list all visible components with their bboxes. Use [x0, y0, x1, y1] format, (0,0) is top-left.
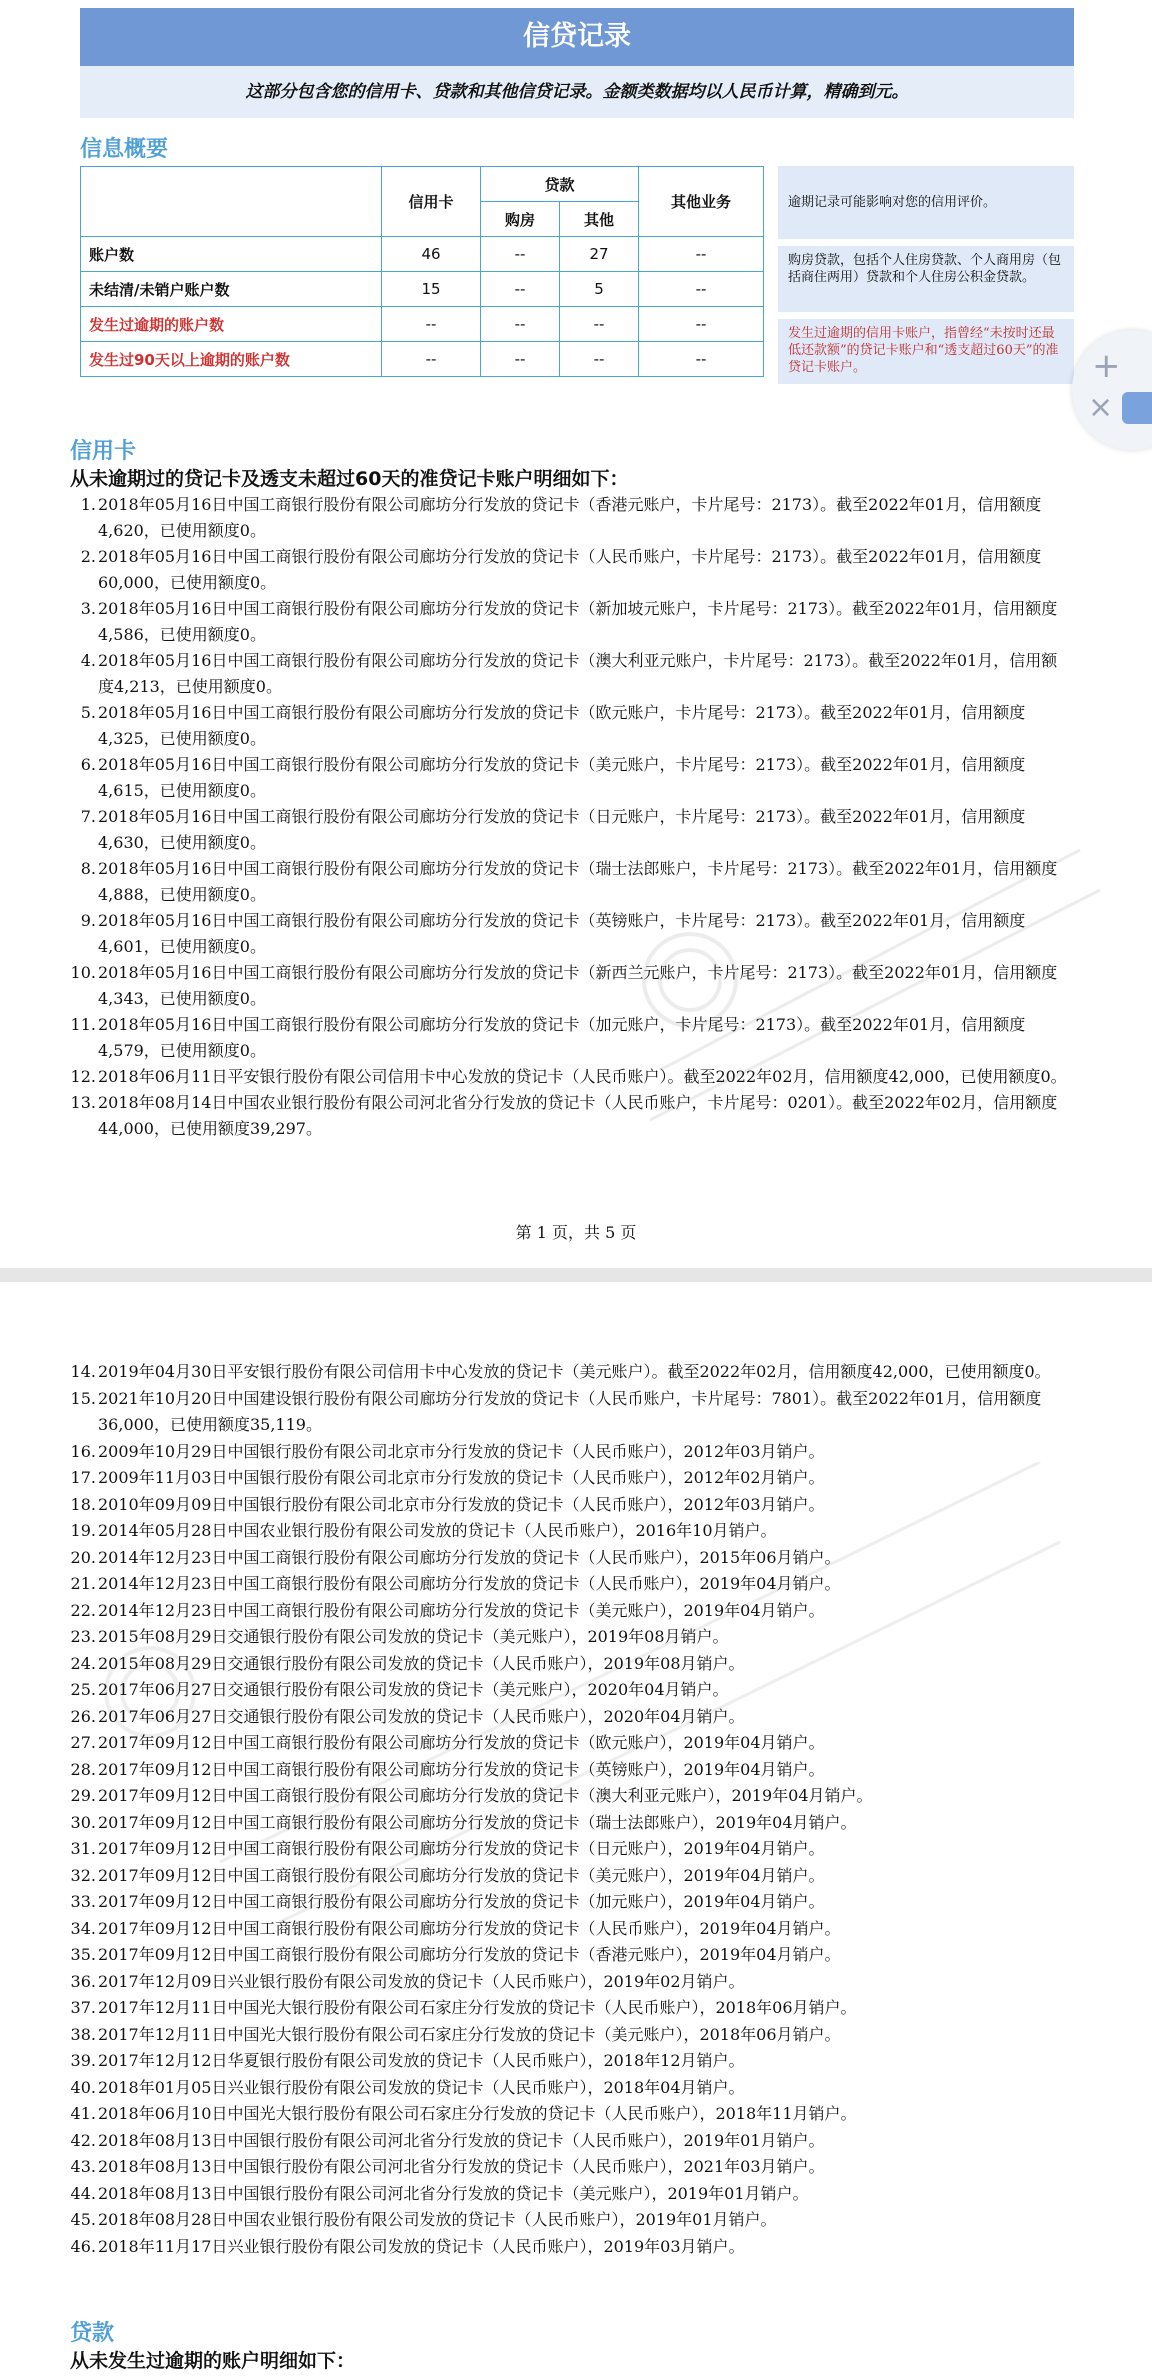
item-number: 7. — [80, 807, 96, 826]
summary-title: 信息概要 — [80, 137, 169, 162]
credit-card-list-page2 — [70, 1359, 1073, 2260]
cell-loan-other: -- — [560, 307, 639, 342]
credit-card-title: 信用卡 — [70, 439, 137, 464]
item-number: 34. — [70, 1918, 96, 1938]
item-text: 2018年05月16日中国工商银行股份有限公司廊坊分行发放的贷记卡（人民币账户，卡片尾号：2173）。截至2022年01月，信用额度60,000，已使用额度0。 — [98, 547, 1042, 592]
header-credit-card: 信用卡 — [382, 167, 481, 237]
cell-credit-card: -- — [382, 307, 481, 342]
item-number: 1. — [80, 495, 96, 514]
item-number: 43. — [70, 2157, 96, 2176]
summary-notes — [778, 166, 1074, 391]
item-text: 2018年05月16日中国工商银行股份有限公司廊坊分行发放的贷记卡（澳大利亚元账户，卡片尾号：2173）。截至2022年01月，信用额度4,213，已使用额度0。 — [98, 651, 1058, 696]
item-text: 2018年05月16日中国工商银行股份有限公司廊坊分行发放的贷记卡（加元账户，卡片尾号：2173）。截至2022年01月，信用额度4,579，已使用额度0。 — [98, 1015, 1026, 1060]
item-number: 10. — [70, 963, 96, 982]
note-overdue-definition: 发生过逾期的信用卡账户，指曾经“未按时还最低还款额”的贷记卡账户和“透支超过60天”的准贷记卡账户。 — [778, 319, 1074, 384]
credit-card-item — [80, 596, 1073, 648]
item-text: 2018年06月10日中国光大银行股份有限公司石家庄分行发放的贷记卡（人民币账户），2018年11月销户。 — [98, 2104, 857, 2123]
credit-card-item — [70, 960, 1073, 1012]
cell-loan-other: -- — [560, 342, 639, 377]
item-text: 2017年12月12日华夏银行股份有限公司发放的贷记卡（人民币账户），2018年12月销户。 — [98, 2051, 745, 2070]
item-text: 2018年05月16日中国工商银行股份有限公司廊坊分行发放的贷记卡（美元账户，卡片尾号：2173）。截至2022年01月，信用额度4,615，已使用额度0。 — [98, 755, 1026, 800]
credit-card-item — [70, 1863, 1073, 1890]
loan-subtitle: 从未发生过逾期的账户明细如下： — [70, 2350, 356, 2372]
item-text: 2017年09月12日中国工商银行股份有限公司廊坊分行发放的贷记卡（美元账户），2019年04月销户。 — [98, 1865, 825, 1885]
cell-other-business: -- — [639, 342, 764, 377]
item-text: 2017年09月12日中国工商银行股份有限公司廊坊分行发放的贷记卡（人民币账户），2019年04月销户。 — [98, 1918, 841, 1938]
item-number: 17. — [70, 1468, 96, 1487]
item-text: 2017年09月12日中国工商银行股份有限公司廊坊分行发放的贷记卡（英镑账户），2019年04月销户。 — [98, 1759, 825, 1779]
item-text: 2017年12月09日兴业银行股份有限公司发放的贷记卡（人民币账户），2019年02月销户。 — [98, 1971, 745, 1991]
cell-loan-house: -- — [481, 342, 560, 377]
item-number: 14. — [70, 1362, 96, 1381]
header-other-business: 其他业务 — [639, 167, 764, 237]
summary-header-blank — [81, 167, 382, 237]
cell-other-business: -- — [639, 307, 764, 342]
item-number: 15. — [70, 1388, 96, 1408]
item-number: 37. — [70, 1998, 96, 2017]
credit-card-item — [70, 2181, 1073, 2208]
credit-card-subtitle: 从未逾期过的贷记卡及透支未超过60天的准贷记卡账户明细如下： — [70, 468, 629, 490]
item-number: 8. — [80, 859, 96, 878]
item-text: 2019年04月30日平安银行股份有限公司信用卡中心发放的贷记卡（美元账户）。截至2022年02月，信用额度42,000，已使用额度0。 — [98, 1362, 1051, 1381]
credit-card-item — [70, 1730, 1073, 1757]
item-number: 39. — [70, 2051, 96, 2070]
item-text: 2018年05月16日中国工商银行股份有限公司廊坊分行发放的贷记卡（英镑账户，卡片尾号：2173）。截至2022年01月，信用额度4,601，已使用额度0。 — [98, 911, 1026, 956]
loan-title: 贷款 — [70, 2321, 115, 2346]
credit-card-item — [70, 1012, 1073, 1064]
item-number: 18. — [70, 1494, 96, 1514]
credit-card-item — [70, 1571, 1073, 1598]
zoom-in-icon[interactable]: + — [1092, 346, 1121, 386]
credit-card-item — [70, 1651, 1073, 1678]
item-text: 2017年09月12日中国工商银行股份有限公司廊坊分行发放的贷记卡（香港元账户），2019年04月销户。 — [98, 1945, 841, 1964]
row-label-overdue-90: 发生过90天以上逾期的账户数 — [81, 342, 382, 377]
credit-card-item — [70, 2234, 1073, 2261]
row-label-overdue: 发生过逾期的账户数 — [81, 307, 382, 342]
credit-card-item — [70, 1492, 1073, 1519]
cell-credit-card: 15 — [382, 272, 481, 307]
item-number: 9. — [80, 911, 96, 930]
item-number: 45. — [70, 2210, 96, 2229]
page-indicator: 第 1 页，共 5 页 — [515, 1223, 637, 1242]
credit-card-item — [70, 1995, 1073, 2022]
cell-credit-card: -- — [382, 342, 481, 377]
cell-loan-house: -- — [481, 272, 560, 307]
item-text: 2015年08月29日交通银行股份有限公司发放的贷记卡（美元账户），2019年08月销户。 — [98, 1627, 729, 1646]
summary-row — [81, 307, 764, 342]
item-text: 2018年05月16日中国工商银行股份有限公司廊坊分行发放的贷记卡（欧元账户，卡片尾号：2173）。截至2022年01月，信用额度4,325，已使用额度0。 — [98, 703, 1026, 748]
credit-card-item — [70, 1386, 1073, 1439]
cell-loan-house: -- — [481, 307, 560, 342]
item-text: 2017年12月11日中国光大银行股份有限公司石家庄分行发放的贷记卡（美元账户），2018年06月销户。 — [98, 2024, 841, 2044]
credit-card-item — [70, 1810, 1073, 1837]
item-text: 2014年12月23日中国工商银行股份有限公司廊坊分行发放的贷记卡（人民币账户），2015年06月销户。 — [98, 1547, 841, 1567]
credit-card-item — [70, 1465, 1073, 1492]
credit-card-item — [80, 700, 1073, 752]
item-number: 16. — [70, 1441, 96, 1461]
cell-loan-other: 27 — [560, 237, 639, 272]
credit-card-item — [70, 1783, 1073, 1810]
item-text: 2018年08月28日中国农业银行股份有限公司发放的贷记卡（人民币账户），2019年01月销户。 — [98, 2210, 777, 2229]
item-number: 5. — [80, 703, 96, 722]
item-number: 31. — [70, 1839, 96, 1858]
credit-card-item — [70, 1624, 1073, 1651]
row-label: 未结清/未销户账户数 — [81, 272, 382, 307]
item-text: 2018年05月16日中国工商银行股份有限公司廊坊分行发放的贷记卡（瑞士法郎账户，卡片尾号：2173）。截至2022年01月，信用额度4,888，已使用额度0。 — [98, 859, 1058, 904]
item-number: 27. — [70, 1733, 96, 1752]
credit-card-item — [70, 2048, 1073, 2075]
item-text: 2018年06月11日平安银行股份有限公司信用卡中心发放的贷记卡（人民币账户）。截至2022年02月，信用额度42,000，已使用额度0。 — [98, 1067, 1067, 1086]
item-number: 6. — [80, 755, 96, 774]
item-text: 2009年10月29日中国银行股份有限公司北京市分行发放的贷记卡（人民币账户），2012年03月销户。 — [98, 1441, 825, 1461]
item-number: 23. — [70, 1627, 96, 1646]
item-text: 2017年09月12日中国工商银行股份有限公司廊坊分行发放的贷记卡（澳大利亚元账户），2019年04月销户。 — [98, 1786, 873, 1805]
credit-card-item — [80, 544, 1073, 596]
cell-credit-card: 46 — [382, 237, 481, 272]
note-house-loan: 购房贷款，包括个人住房贷款、个人商用房（包括商住两用）贷款和个人住房公积金贷款。 — [778, 246, 1074, 312]
item-number: 42. — [70, 2130, 96, 2150]
item-text: 2018年11月17日兴业银行股份有限公司发放的贷记卡（人民币账户），2019年03月销户。 — [98, 2236, 745, 2256]
item-number: 41. — [70, 2104, 96, 2123]
item-text: 2018年08月13日中国银行股份有限公司河北省分行发放的贷记卡（美元账户），2019年01月销户。 — [98, 2183, 809, 2203]
item-number: 30. — [70, 1812, 96, 1832]
header-loan-other: 其他 — [560, 202, 639, 237]
item-text: 2017年09月12日中国工商银行股份有限公司廊坊分行发放的贷记卡（瑞士法郎账户），2019年04月销户。 — [98, 1812, 857, 1832]
header-loan-house: 购房 — [481, 202, 560, 237]
item-number: 12. — [70, 1067, 96, 1086]
item-text: 2018年05月16日中国工商银行股份有限公司廊坊分行发放的贷记卡（日元账户，卡片尾号：2173）。截至2022年01月，信用额度4,630，已使用额度0。 — [98, 807, 1026, 852]
cell-other-business: -- — [639, 272, 764, 307]
item-text: 2017年12月11日中国光大银行股份有限公司石家庄分行发放的贷记卡（人民币账户），2018年06月销户。 — [98, 1998, 857, 2017]
item-text: 2014年12月23日中国工商银行股份有限公司廊坊分行发放的贷记卡（美元账户），2019年04月销户。 — [98, 1600, 825, 1620]
item-text: 2017年09月12日中国工商银行股份有限公司廊坊分行发放的贷记卡（加元账户），2019年04月销户。 — [98, 1892, 825, 1911]
credit-card-item — [70, 1064, 1073, 1090]
item-text: 2021年10月20日中国建设银行股份有限公司廊坊分行发放的贷记卡（人民币账户，卡片尾号：7801）。截至2022年01月，信用额度36,000，已使用额度35,119。 — [98, 1388, 1042, 1434]
cell-other-business: -- — [639, 237, 764, 272]
credit-card-item — [80, 752, 1073, 804]
item-text: 2009年11月03日中国银行股份有限公司北京市分行发放的贷记卡（人民币账户），2012年02月销户。 — [98, 1468, 825, 1487]
item-number: 29. — [70, 1786, 96, 1805]
item-number: 25. — [70, 1680, 96, 1699]
item-text: 2018年08月13日中国银行股份有限公司河北省分行发放的贷记卡（人民币账户），2019年01月销户。 — [98, 2130, 825, 2150]
item-text: 2018年08月13日中国银行股份有限公司河北省分行发放的贷记卡（人民币账户），2021年03月销户。 — [98, 2157, 825, 2176]
credit-card-item — [70, 1439, 1073, 1466]
item-number: 32. — [70, 1865, 96, 1885]
viewer-mode-icon[interactable] — [1122, 392, 1152, 424]
note-overdue-impact — [778, 166, 1074, 239]
item-number: 26. — [70, 1706, 96, 1726]
credit-card-item — [70, 2128, 1073, 2155]
credit-card-item — [70, 1704, 1073, 1731]
item-number: 13. — [70, 1093, 96, 1112]
item-text: 2018年05月16日中国工商银行股份有限公司廊坊分行发放的贷记卡（新加坡元账户，卡片尾号：2173）。截至2022年01月，信用额度4,586，已使用额度0。 — [98, 599, 1058, 644]
summary-row — [81, 342, 764, 377]
credit-card-item — [70, 1942, 1073, 1969]
item-number: 22. — [70, 1600, 96, 1620]
row-label: 账户数 — [81, 237, 382, 272]
summary-row — [81, 272, 764, 307]
credit-card-item — [70, 1757, 1073, 1784]
header-loan: 贷款 — [481, 167, 639, 202]
credit-card-list-page1 — [70, 492, 1073, 1142]
item-number: 38. — [70, 2024, 96, 2044]
item-text: 2010年09月09日中国银行股份有限公司北京市分行发放的贷记卡（人民币账户），2012年03月销户。 — [98, 1494, 825, 1514]
credit-card-item — [70, 2154, 1073, 2181]
item-text: 2015年08月29日交通银行股份有限公司发放的贷记卡（人民币账户），2019年08月销户。 — [98, 1653, 745, 1673]
item-text: 2014年05月28日中国农业银行股份有限公司发放的贷记卡（人民币账户），2016年10月销户。 — [98, 1521, 777, 1540]
item-number: 28. — [70, 1759, 96, 1779]
credit-card-item — [70, 1836, 1073, 1863]
section-banner-subtitle: 这部分包含您的信用卡、贷款和其他信贷记录。金额类数据均以人民币计算，精确到元。 — [80, 66, 1074, 118]
item-number: 2. — [80, 547, 96, 566]
cell-loan-other: 5 — [560, 272, 639, 307]
item-number: 40. — [70, 2077, 96, 2097]
item-number: 20. — [70, 1547, 96, 1567]
credit-card-item — [70, 1969, 1073, 1996]
credit-card-item — [80, 908, 1073, 960]
item-number: 35. — [70, 1945, 96, 1964]
credit-card-item — [70, 1090, 1073, 1142]
credit-card-item — [70, 1359, 1073, 1386]
page-separator — [0, 1268, 1152, 1282]
credit-card-item — [70, 1889, 1073, 1916]
credit-card-item — [70, 2075, 1073, 2102]
cell-loan-house: -- — [481, 237, 560, 272]
item-number: 33. — [70, 1892, 96, 1911]
item-text: 2017年09月12日中国工商银行股份有限公司廊坊分行发放的贷记卡（欧元账户），2019年04月销户。 — [98, 1733, 825, 1752]
item-text: 2017年06月27日交通银行股份有限公司发放的贷记卡（美元账户），2020年04月销户。 — [98, 1680, 729, 1699]
credit-card-item — [70, 1677, 1073, 1704]
item-number: 19. — [70, 1521, 96, 1540]
summary-row — [81, 237, 764, 272]
item-text: 2018年05月16日中国工商银行股份有限公司廊坊分行发放的贷记卡（新西兰元账户，卡片尾号：2173）。截至2022年01月，信用额度4,343，已使用额度0。 — [98, 963, 1058, 1008]
close-icon[interactable]: × — [1088, 390, 1114, 425]
item-number: 11. — [70, 1015, 96, 1034]
credit-card-item — [70, 2022, 1073, 2049]
item-text: 2017年06月27日交通银行股份有限公司发放的贷记卡（人民币账户），2020年04月销户。 — [98, 1706, 745, 1726]
credit-card-item — [70, 1916, 1073, 1943]
credit-card-item — [70, 2101, 1073, 2128]
credit-card-item — [80, 648, 1073, 700]
credit-card-item — [80, 856, 1073, 908]
item-text: 2018年05月16日中国工商银行股份有限公司廊坊分行发放的贷记卡（香港元账户，卡片尾号：2173）。截至2022年01月，信用额度4,620，已使用额度0。 — [98, 495, 1042, 540]
credit-card-item — [70, 2207, 1073, 2234]
credit-card-item — [70, 1545, 1073, 1572]
item-number: 36. — [70, 1971, 96, 1991]
item-number: 21. — [70, 1574, 96, 1593]
item-text: 2017年09月12日中国工商银行股份有限公司廊坊分行发放的贷记卡（日元账户），2019年04月销户。 — [98, 1839, 825, 1858]
credit-card-item — [70, 1598, 1073, 1625]
item-number: 46. — [70, 2236, 96, 2256]
item-text: 2018年01月05日兴业银行股份有限公司发放的贷记卡（人民币账户），2018年04月销户。 — [98, 2077, 745, 2097]
summary-table — [80, 166, 764, 377]
note-text: 逾期记录可能影响对您的信用评价。 — [788, 195, 997, 210]
section-banner-title: 信贷记录 — [80, 8, 1074, 66]
item-number: 4. — [80, 651, 96, 670]
item-number: 44. — [70, 2183, 96, 2203]
credit-card-item — [80, 492, 1073, 544]
credit-card-item — [80, 804, 1073, 856]
credit-card-item — [70, 1518, 1073, 1545]
item-text: 2014年12月23日中国工商银行股份有限公司廊坊分行发放的贷记卡（人民币账户），2019年04月销户。 — [98, 1574, 841, 1593]
item-text: 2018年08月14日中国农业银行股份有限公司河北省分行发放的贷记卡（人民币账户，卡片尾号：0201）。截至2022年02月，信用额度44,000，已使用额度39,297。 — [98, 1093, 1058, 1138]
item-number: 3. — [80, 599, 96, 618]
item-number: 24. — [70, 1653, 96, 1673]
